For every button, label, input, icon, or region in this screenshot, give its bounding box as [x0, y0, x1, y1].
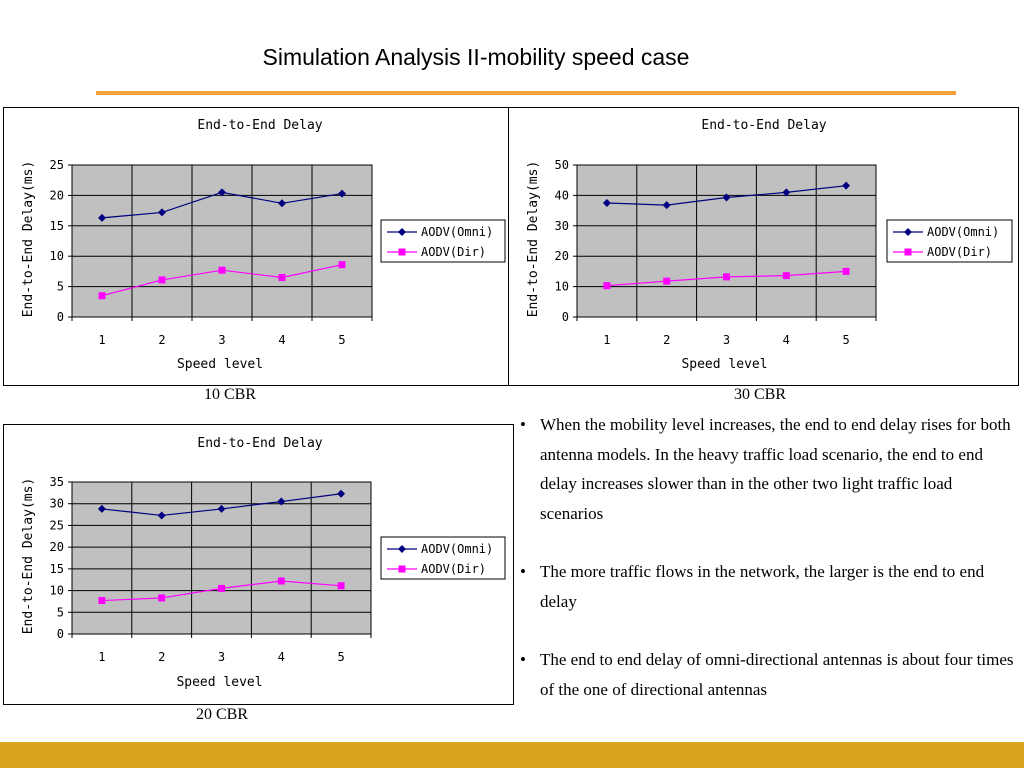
slide-title: Simulation Analysis II-mobility speed case [262, 44, 690, 70]
chart-panel-20-cbr [3, 424, 514, 705]
legend-label: AODV(Dir) [927, 245, 993, 259]
y-tick-label: 20 [554, 249, 569, 264]
data-point-square [663, 278, 670, 285]
data-point-square [99, 292, 106, 299]
x-tick-label: 2 [158, 333, 166, 347]
legend-label: AODV(Dir) [421, 562, 487, 576]
y-tick-label: 5 [56, 605, 64, 620]
data-point-square [603, 282, 610, 289]
x-axis-label: Speed level [176, 357, 264, 372]
y-tick-label: 50 [554, 158, 569, 172]
legend-label: AODV(Omni) [421, 225, 494, 239]
y-tick-label: 30 [49, 496, 64, 511]
bottom-accent-bar [0, 742, 1024, 768]
legend-marker-square [399, 249, 406, 256]
x-tick-label: 5 [842, 333, 850, 347]
y-tick-label: 40 [554, 188, 569, 203]
y-tick-label: 20 [49, 540, 64, 555]
legend-marker-square [905, 249, 912, 256]
x-axis-label: Speed level [176, 675, 263, 690]
x-tick-label: 3 [722, 333, 731, 347]
data-point-square [158, 594, 165, 601]
x-tick-label: 4 [782, 333, 790, 347]
data-point-square [338, 582, 345, 589]
y-tick-label: 10 [49, 249, 64, 264]
y-tick-label: 5 [56, 279, 64, 294]
chart-title: End-to-End Delay [197, 436, 323, 451]
y-tick-label: 10 [49, 583, 64, 598]
y-tick-label: 15 [49, 561, 64, 576]
y-tick-label: 10 [554, 279, 569, 294]
bullet-text: When the mobility level increases, the end to end delay rises for both antenna models. In the heavy traffic load scenario, the end to end delay increases slower than in the other two light traffic load scenarios [540, 415, 1011, 523]
data-point-square [783, 272, 790, 279]
plot-area [72, 482, 371, 634]
chart-panel-30-cbr [508, 107, 1019, 386]
x-tick-label: 2 [663, 333, 671, 347]
legend-marker-square [399, 566, 406, 573]
caption-30-cbr: 30 CBR [733, 386, 786, 403]
data-point-square [278, 578, 285, 585]
y-tick-label: 30 [554, 218, 569, 233]
y-tick-label: 25 [49, 518, 64, 533]
data-point-square [843, 268, 850, 275]
y-tick-label: 0 [561, 310, 569, 324]
caption-20-cbr: 20 CBR [195, 706, 248, 723]
plot-area [72, 165, 372, 317]
bullet-item [514, 645, 1014, 704]
bullet-dot-icon: • [520, 415, 526, 434]
x-tick-label: 5 [337, 650, 345, 664]
legend-label: AODV(Omni) [421, 542, 494, 556]
chart-title: End-to-End Delay [701, 118, 827, 133]
chart-20-cbr [4, 425, 513, 704]
x-tick-label: 2 [158, 650, 166, 664]
data-point-square [219, 267, 226, 274]
bullet-text: The more traffic flows in the network, the larger is the end to end delay [540, 562, 985, 611]
y-axis-label: End-to-End Delay(ms) [21, 477, 36, 635]
x-tick-label: 3 [217, 650, 226, 664]
data-point-square [339, 261, 346, 268]
chart-10-cbr [4, 108, 508, 385]
data-point-square [218, 585, 225, 592]
x-tick-label: 5 [338, 333, 346, 347]
y-tick-label: 35 [49, 475, 64, 489]
y-tick-label: 0 [56, 627, 64, 641]
y-tick-label: 0 [56, 310, 64, 324]
bullet-list [514, 410, 1014, 733]
y-tick-label: 20 [49, 188, 64, 203]
data-point-square [98, 597, 105, 604]
chart-title: End-to-End Delay [197, 118, 323, 133]
x-tick-label: 4 [278, 333, 286, 347]
bullet-text: The end to end delay of omni-directional antennas is about four times of the one of directional antennas [540, 650, 1014, 699]
bullet-dot-icon: • [520, 562, 526, 581]
data-point-square [279, 274, 286, 281]
data-point-square [159, 276, 166, 283]
chart-panel-10-cbr [3, 107, 509, 386]
x-tick-label: 3 [218, 333, 226, 347]
title-underline [96, 91, 956, 95]
bullet-item [514, 410, 1014, 528]
bullet-dot-icon: • [520, 650, 526, 669]
y-axis-label: End-to-End Delay(ms) [21, 160, 36, 318]
x-axis-label: Speed level [681, 357, 768, 372]
caption-10-cbr: 10 CBR [203, 386, 256, 403]
x-tick-label: 4 [277, 650, 285, 664]
x-tick-label: 1 [98, 333, 106, 347]
bullet-item [514, 557, 1014, 616]
y-axis-label: End-to-End Delay(ms) [526, 160, 541, 318]
legend-label: AODV(Dir) [421, 245, 487, 259]
x-tick-label: 1 [98, 650, 106, 664]
y-tick-label: 25 [49, 158, 64, 172]
legend-label: AODV(Omni) [927, 225, 1000, 239]
data-point-square [723, 273, 730, 280]
chart-30-cbr [509, 108, 1018, 385]
y-tick-label: 15 [49, 218, 64, 233]
x-tick-label: 1 [603, 333, 611, 347]
